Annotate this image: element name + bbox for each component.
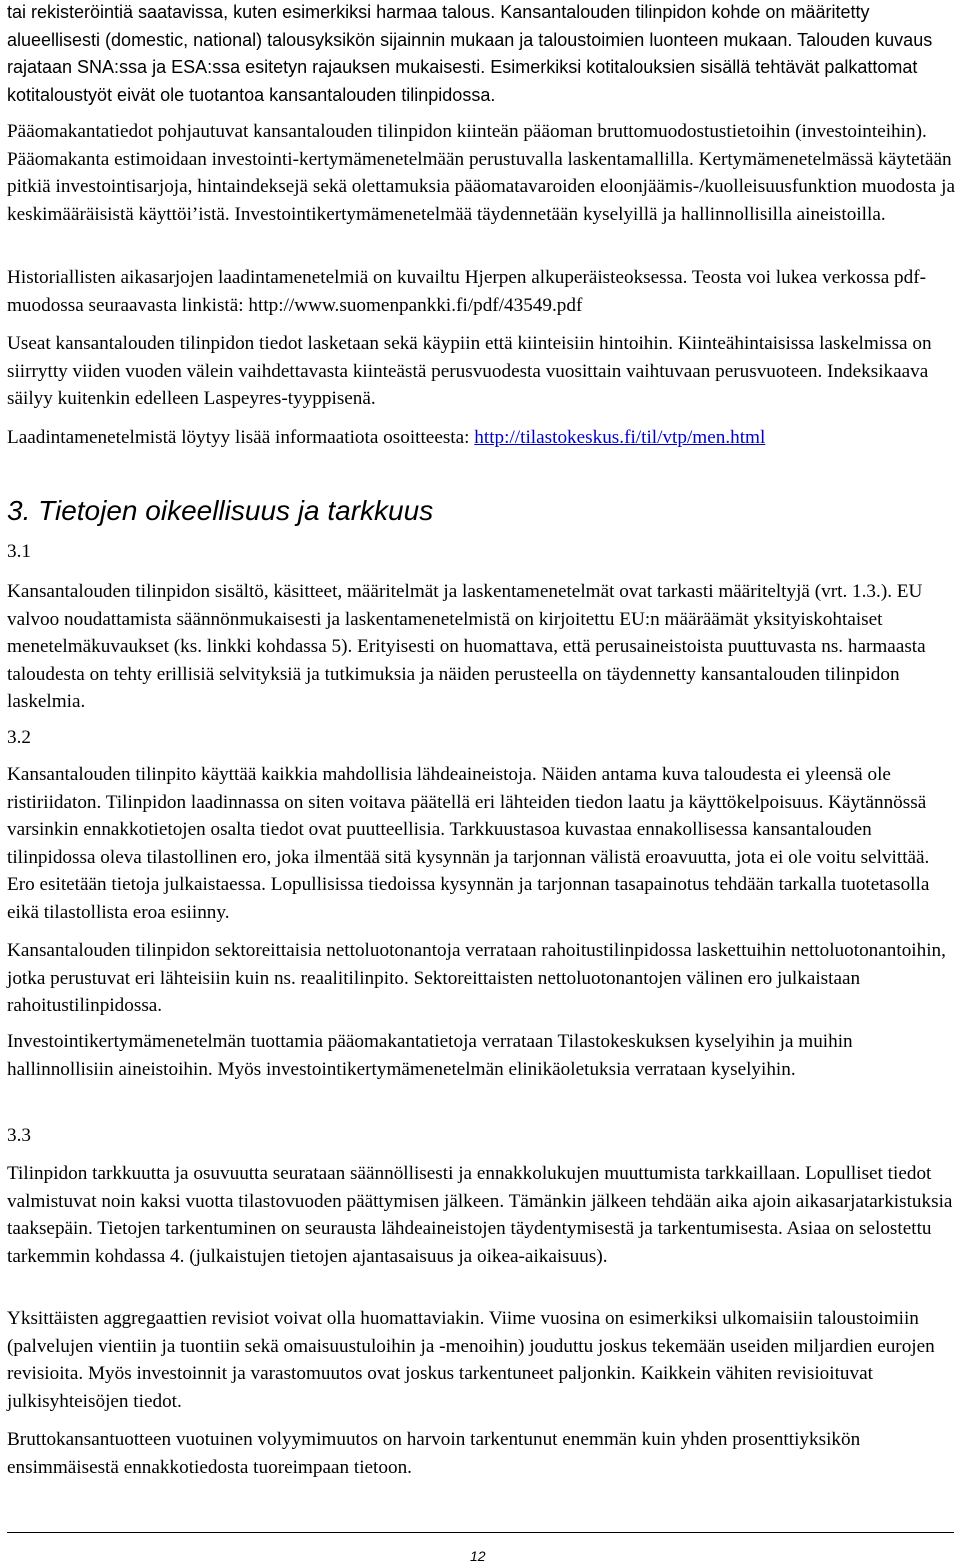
section-3-2-paragraph-2: Kansantalouden tilinpidon sektoreittaisia nettoluotonantoja verrataan rahoitustilinpidossa laskettuihin nettoluotonantoihin, jotka perustuvat eri lähteisiin kuin ns. reaalitilinpito. Sektoreittaisten nettoluotonantojen välinen ero julkaistaan rahoitustilinpidossa. [7, 940, 946, 1017]
section-3-2-paragraph-1: Kansantalouden tilinpito käyttää kaikkia mahdollisia lähdeaineistoja. Näiden antama kuva taloudesta ei yleensä ole ristiriidaton. Tilinpidon laadinnassa on siten voitava päätellä eri lähteiden tiedon laatu ja käyttökelpoisuus. Käytännössä varsinkin ennakkotietojen osalta tiedot ovat puutteellisia. Tarkkuustasoa kuvastaa ennakollisessa kansantalouden tilinpidossa oleva tilastollinen ero, joka ilmentää sitä kysynnän ja tarjonnan välistä eroavuutta, jota ei ole voitu selvittää. Ero esitetään tietoja julkaistaessa. Lopullisissa tiedoissa kysynnän ja tarjonnan tasapainotus tehdään tarkalla tuotetasolla eikä tilastollista eroa esiinny. [7, 764, 930, 923]
intro-paragraph-2: Pääomakantatiedot pohjautuvat kansantalouden tilinpidon kiinteän pääoman bruttomuodostustietoihin (investointeihin). Pääomakanta estimoidaan investointi-kertymämenetelmään perustuvalla laskentamallilla. Kertymämenetelmässä käytetään pitkiä investointisarjoja, hintaindeksejä sekä olettamuksia pääomatavaroiden eloonjäämis-/kuolleisuusfunktion muodosta ja keskimääräisistä käyttöi’istä. Investointikertymämenetelmää täydennetään kyselyillä ja hallinnollisilla aineistoilla. [7, 121, 955, 225]
subsection-label-3-1: 3.1 [7, 541, 31, 562]
section-3-3-paragraph-3: Bruttokansantuotteen vuotuinen volyymimuutos on harvoin tarkentunut enemmän kuin yhden prosenttiyksikön ensimmäisestä ennakkotiedosta tuoreimpaan tietoon. [7, 1429, 861, 1478]
intro-paragraph-3: Historiallisten aikasarjojen laadintamenetelmiä on kuvailtu Hjerpen alkuperäisteoksessa. Teosta voi lukea verkossa pdf-muodossa seuraavasta linkistä: http://www.suomenpankki.fi/pdf/43549.pdf [7, 267, 927, 316]
subsection-label-3-2: 3.2 [7, 727, 31, 748]
intro-paragraph-4: Useat kansantalouden tilinpidon tiedot lasketaan sekä käypiin että kiinteisiin hintoihin. Kiinteähintaisissa laskelmissa on siirrytty viiden vuoden välein vaihdettavasta kiinteästä perusvuodesta vuosittain vaihtuvaan perusvuoteen. Indeksikaava säilyy kuitenkin edelleen Laspeyres-tyyppisenä. [7, 333, 932, 410]
section-3-1-paragraph: Kansantalouden tilinpidon sisältö, käsitteet, määritelmät ja laskentamenetelmät ovat tarkasti määriteltyjä (vrt. 1.3.). EU valvoo noudattamista säännönmukaisesti ja laskentamenetelmistä on kirjoitettu EU:n määräämät yksityiskohtaiset menetelmäkuvaukset (ks. linkki kohdassa 5). Erityisesti on huomattava, että perusaineistoista puuttuvasta ns. harmaasta taloudesta on tehty erillisiä selvityksiä ja tutkimuksia ja näiden perusteella on täydennetty kansantalouden tilinpidon laskelmia. [7, 581, 926, 713]
page-number: 12 [470, 1548, 486, 1564]
subsection-label-3-3: 3.3 [7, 1125, 31, 1146]
methods-text: Laadintamenetelmistä löytyy lisää informaatiota osoitteesta: [7, 427, 475, 448]
intro-paragraph-5 [7, 424, 957, 452]
section-heading: 3. Tietojen oikeellisuus ja tarkkuus [7, 495, 434, 526]
footer-divider [7, 1532, 954, 1533]
section-3-3-paragraph-2: Yksittäisten aggregaattien revisiot voivat olla huomattaviakin. Viime vuosina on esimerkiksi ulkomaisiin taloustoimiin (palvelujen vientiin ja tuontiin sekä omaisuustuloihin ja -menoihin) jouduttu joskus tekemään useiden miljardien eurojen revisioita. Myös investoinnit ja varastomuutos ovat joskus tarkentuneet paljonkin. Kaikkein vähiten revisioituvat julkisyhteisöjen tiedot. [7, 1308, 935, 1412]
methods-link[interactable]: http://tilastokeskus.fi/til/vtp/men.html [474, 427, 766, 448]
section-3-2-paragraph-3: Investointikertymämenetelmän tuottamia pääomakantatietoja verrataan Tilastokeskuksen kyselyihin ja muihin hallinnollisiin aineistoihin. Myös investointikertymämenetelmän elinikäoletuksia verrataan kyselyihin. [7, 1031, 853, 1080]
section-3-3-paragraph-1: Tilinpidon tarkkuutta ja osuvuutta seurataan säännöllisesti ja ennakkolukujen muuttumista tarkkaillaan. Lopulliset tiedot valmistuvat noin kaksi vuotta tilastovuoden päättymisen jälkeen. Tämänkin jälkeen tehdään aika ajoin aikasarjatarkistuksia taaksepäin. Tietojen tarkentuminen on seurausta lähdeaineistojen täydentymisestä ja tarkentumisesta. Asiaa on selostettu tarkemmin kohdassa 4. (julkaistujen tietojen ajantasaisuus ja oikea-aikaisuus). [7, 1163, 953, 1267]
intro-paragraph-1: tai rekisteröintiä saatavissa, kuten esimerkiksi harmaa talous. Kansantalouden tilinpidon kohde on määritetty alueellisesti (domestic, national) talousyksikön sijainnin mukaan ja taloustoimien luonteen mukaan. Talouden kuvaus rajataan SNA:ssa ja ESA:ssa esitetyn rajauksen mukaisesti. Esimerkiksi kotitalouksien sisällä tehtävät palkattomat kotitaloustyöt eivät ole tuotantoa kansantalouden tilinpidossa. [7, 2, 933, 105]
